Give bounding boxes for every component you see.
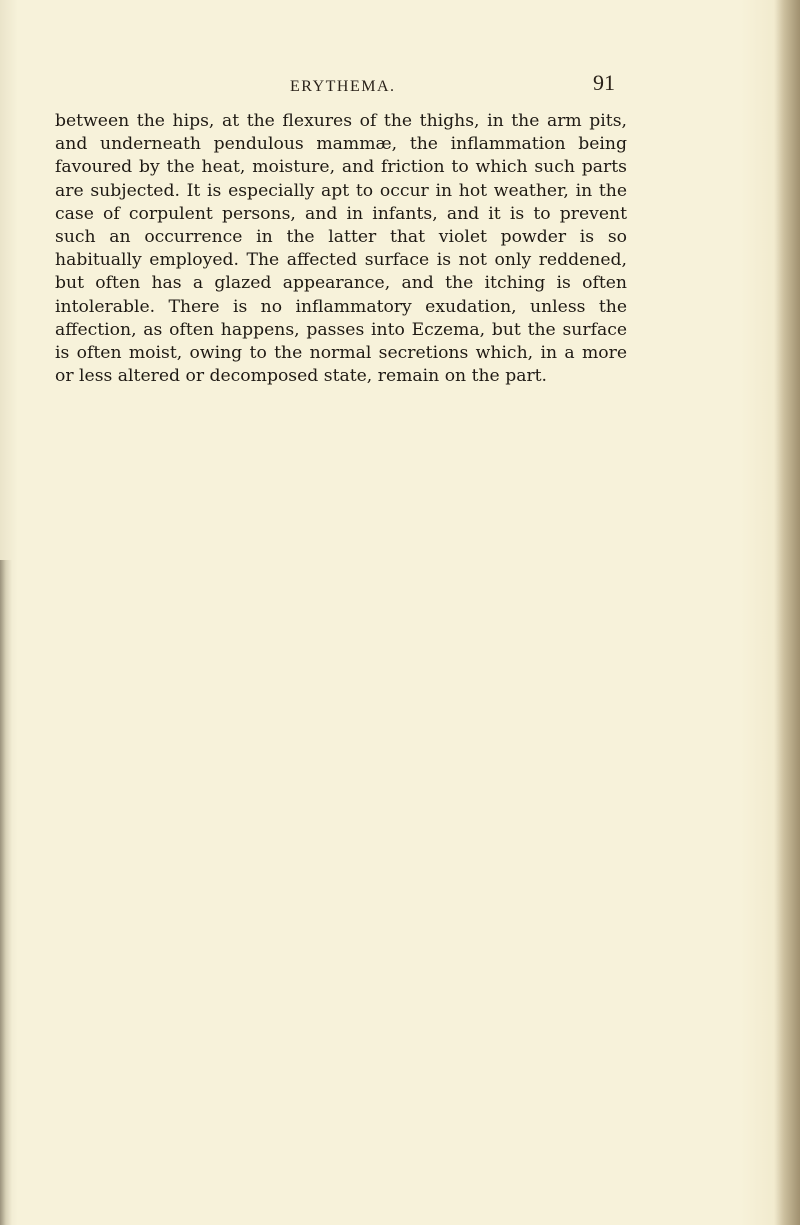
running-head: ERYTHEMA. [290,78,396,95]
page-edge-shadow [0,560,12,1225]
body-paragraph: between the hips, at the flexures of the thighs, in the arm pits, and underneath pendulous mammæ, the inflammation being favoured by the heat, moisture, and friction to which such parts are subjected. It is especially apt to occur in hot weather, in the case of corpulent persons, and in infants, and it is to prevent such an occurrence in the latter that violet powder is so habitually employed. The affected surface is not only reddened, but often has a glazed appearance, and the itching is often intolerable. There is no inflammatory exudation, unless the affection, as often happens, passes into Eczema, but the surface is often moist, owing to the normal secretions which, in a more or less altered or decomposed state, remain on the part. [55,111,627,387]
page-gutter-shadow [774,0,800,1225]
page-number: 91 [593,70,615,95]
